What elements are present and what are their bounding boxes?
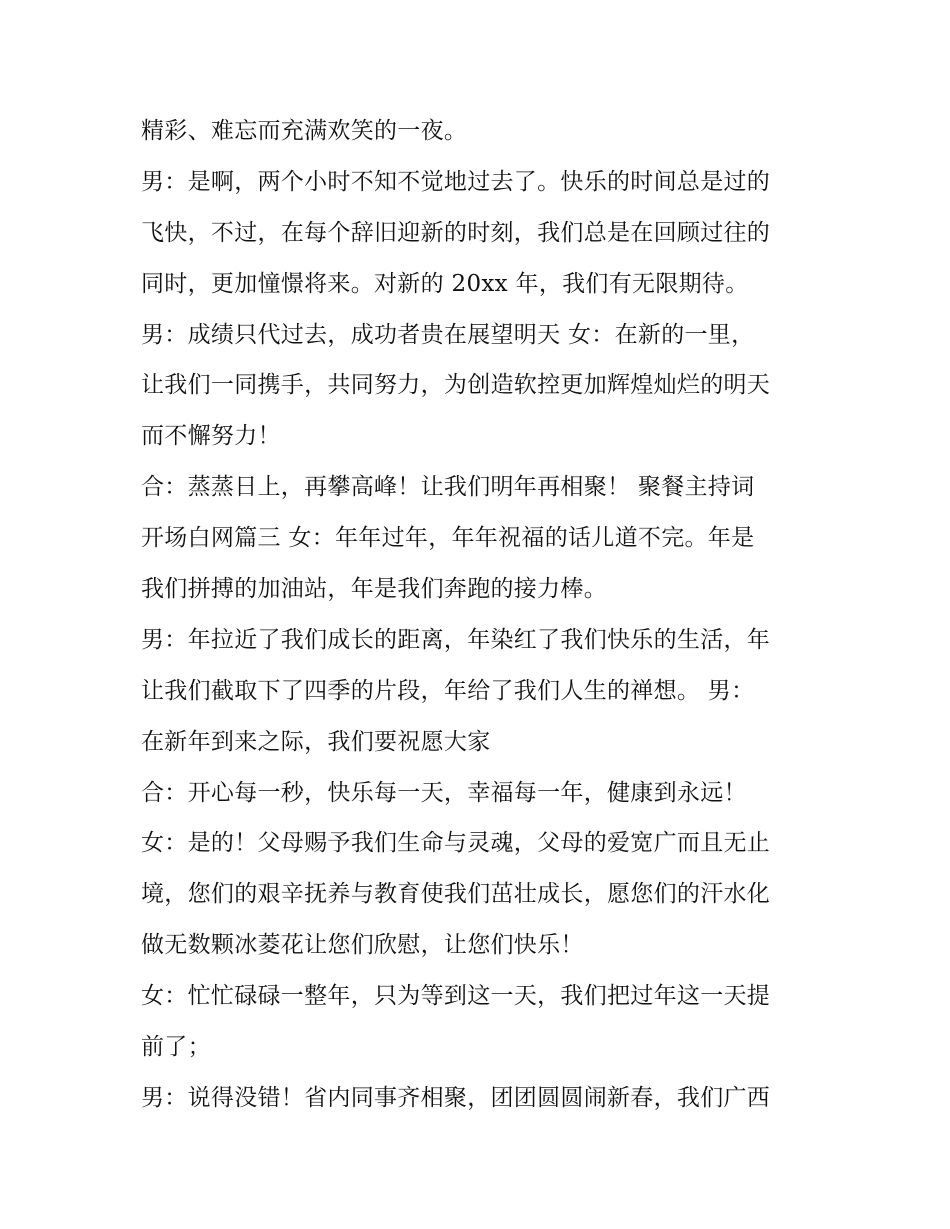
body-text (141, 106, 821, 1124)
text-line: 境，您们的艰辛抚养与教育使我们茁壮成长，愿您们的汗水化 (141, 881, 771, 908)
text-line: 做无数颗冰菱花让您们欣慰，让您们快乐！ (141, 932, 584, 959)
text-line: 男：年拉近了我们成长的距离，年染红了我们快乐的生活，年 (141, 626, 771, 653)
text-line: 同时，更加憧憬将来。对新的 20xx 年，我们有无限期待。 (141, 270, 749, 297)
text-line: 让我们一同携手，共同努力，为创造软控更加辉煌灿烂的明天 (141, 372, 771, 399)
text-line: 精彩、难忘而充满欢笑的一夜。 (141, 118, 468, 144)
text-line: 男：成绩只代过去，成功者贵在展望明天 女：在新的一里， (141, 321, 755, 348)
text-line: 飞快，不过，在每个辞旧迎新的时刻，我们总是在回顾过往的 (141, 219, 771, 246)
text-line: 女：忙忙碌碌一整年，只为等到这一天，我们把过年这一天提 (141, 983, 771, 1010)
text-line: 合：蒸蒸日上，再攀高峰！让我们明年再相聚！ 聚餐主持词 (141, 474, 755, 501)
text-line: 男：说得没错！省内同事齐相聚，团团圆圆闹新春，我们广西 (141, 1084, 771, 1111)
text-line: 而不懈努力！ (141, 423, 281, 450)
text-line: 合：开心每一秒，快乐每一天，幸福每一年，健康到永远！ (141, 779, 747, 806)
text-line: 我们拼搏的加油站，年是我们奔跑的接力棒。 (141, 576, 607, 603)
text-line: 开场白网篇三 女：年年过年，年年祝福的话儿道不完。年是 (141, 525, 755, 552)
text-line: 在新年到来之际，我们要祝愿大家 (141, 728, 491, 755)
text-line: 让我们截取下了四季的片段，年给了我们人生的禅想。 男： (141, 677, 755, 704)
text-line: 前了； (141, 1034, 211, 1061)
text-line: 男：是啊，两个小时不知不觉地过去了。快乐的时间总是过的 (141, 168, 771, 195)
text-line: 女：是的！父母赐予我们生命与灵魂，父母的爱宽广而且无止 (141, 830, 771, 857)
